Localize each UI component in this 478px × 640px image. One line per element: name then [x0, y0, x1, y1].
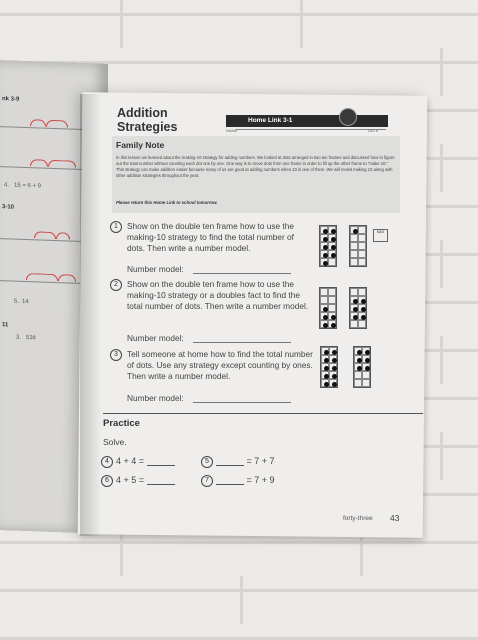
lesson-icon [339, 108, 357, 126]
brick-joint [440, 144, 443, 192]
section-divider [103, 413, 423, 414]
ten-frame-right [349, 287, 367, 329]
return-note: Please return this Home Link to school tomorrow. [116, 200, 218, 205]
number-model-label: Number model: [127, 333, 184, 343]
page-number: 43 [390, 513, 400, 523]
number-model-line[interactable] [193, 273, 291, 274]
page-title [117, 106, 177, 134]
brick-joint [440, 336, 443, 384]
jump-arc [30, 159, 48, 167]
ten-frame-left [319, 287, 337, 329]
name-label: NAME [226, 128, 238, 133]
practice-title: Practice [103, 418, 140, 429]
problem-expression: = 7 + 9 [246, 475, 275, 485]
jump-arc [56, 232, 70, 239]
problem-number: 5 [201, 456, 213, 468]
problem-expression: = 7 + 7 [246, 456, 275, 466]
answer-blank[interactable] [147, 457, 175, 466]
practice-problem [116, 456, 175, 466]
brick-joint [440, 48, 443, 96]
jump-arc [30, 119, 46, 127]
jump-arc [48, 160, 76, 168]
title-line: Addition [117, 106, 168, 120]
home-link-banner [226, 115, 388, 127]
left-page-label: 11 [2, 322, 9, 329]
family-note-box [112, 136, 400, 213]
page-number-words: forty-three [343, 515, 373, 522]
jump-arc [34, 231, 56, 239]
number-model-line[interactable] [193, 402, 291, 403]
answer-blank[interactable] [147, 476, 175, 485]
question-text: Show on the double ten frame how to use the making-10 strategy or a doubles fact to find the total number of dots. Then write a number model. [127, 279, 309, 311]
brick-joint [440, 240, 443, 288]
left-page-label: nk 3-9 [2, 96, 20, 103]
practice-problem [116, 475, 175, 485]
name-line [236, 129, 386, 130]
left-page-label: 5. [14, 298, 20, 305]
family-note-body: In this lesson we learned about the making-10 strategy for adding numbers. We looked at dots arranged in two ten frames and discussed how to figure out the total number without counting each dot one by one. One way is to move dots from one frame in order to fill up the other frame to "make 10." This strategy can make addition easier because many of us are good at adding numbers when 10 is one of them. We will revisit making 10 along with other addition strategies throughout the year. [116, 155, 395, 178]
ten-frame-right [353, 346, 371, 388]
jump-arc [46, 120, 68, 128]
ten-frame-right [349, 225, 367, 267]
brick-joint [240, 576, 243, 624]
family-note-title: Family Note [116, 140, 165, 150]
question-text: Show on the double ten frame how to use the making-10 strategy to find the total number of dots. Then write a number model. [127, 221, 294, 253]
jump-arc [58, 274, 76, 282]
question-number: 3 [110, 349, 122, 361]
question-text: Tell someone at home how to find the total number of dots. Use any strategy except counting by ones. Then write a number model. [127, 349, 313, 381]
ten-frame-left [320, 346, 338, 388]
brick-joint [300, 0, 303, 48]
practice-problem [216, 456, 275, 466]
left-page-label: 3. [16, 334, 22, 341]
practice-problem [216, 475, 275, 485]
number-model-label: Number model: [127, 264, 184, 274]
problem-number: 4 [101, 456, 113, 468]
left-page-label: 4. [4, 182, 10, 189]
title-line: Strategies [117, 120, 178, 134]
answer-blank[interactable] [216, 476, 244, 485]
left-page-label: 15 = 6 + 9 [14, 182, 42, 190]
home-link-label: Home Link 3-1 [248, 117, 293, 124]
mas-badge: MAS [373, 229, 388, 242]
jump-arc [26, 273, 58, 281]
book-spine-shadow [80, 94, 102, 536]
brick-joint [440, 432, 443, 480]
brick-joint [120, 0, 123, 48]
number-model-line[interactable] [193, 342, 291, 343]
number-model-label: Number model: [127, 393, 184, 403]
ten-frame-left [319, 225, 337, 267]
question-number: 1 [110, 221, 122, 233]
left-page-label: 53¢ [26, 335, 37, 342]
left-page-label: 3-10 [2, 204, 15, 211]
problem-number: 6 [101, 475, 113, 487]
practice-instruction: Solve. [103, 437, 127, 447]
answer-blank[interactable] [216, 457, 244, 466]
brick-joint [120, 528, 123, 576]
date-label: DATE [368, 128, 379, 133]
left-page-label: 14 [22, 298, 29, 306]
question-number: 2 [110, 279, 122, 291]
problem-expression: 4 + 4 = [116, 456, 145, 466]
problem-expression: 4 + 5 = [116, 475, 145, 485]
problem-number: 7 [201, 475, 213, 487]
